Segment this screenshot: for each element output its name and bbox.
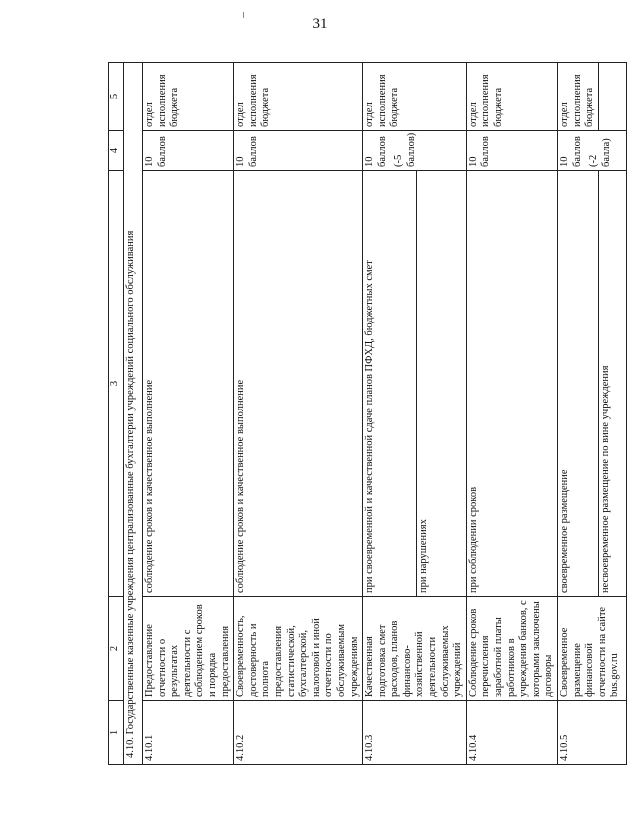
score-cell: 10 баллов <box>143 131 234 171</box>
table-row <box>558 63 599 765</box>
score-cell <box>363 131 467 171</box>
header-cell: 5 <box>109 63 124 131</box>
indicator-cell: Соблюдение сроков перечисления заработной платы работников в учреждения банков, с которыми заключены договоры <box>466 597 557 701</box>
score-cell: 10 баллов <box>234 131 363 171</box>
score-cell <box>558 131 627 171</box>
responsible-cell: отдел исполнения бюджета <box>143 63 234 131</box>
section-title: 4.10. Государственные казенные учреждения централизованные бухгалтерии учреждений социального обслуживания <box>124 63 143 765</box>
responsible-cell: отдел исполнения бюджета <box>558 63 599 131</box>
score-value: 10 баллов <box>364 136 388 167</box>
responsible-cell: отдел исполнения бюджета <box>466 63 557 131</box>
rotated-table-container <box>108 63 621 765</box>
indicator-cell: Своевременность, достоверность и полнота предоставления статистической, бухгалтерской, налоговой и иной отчетности по обслуживаемым учреждениям <box>234 597 363 701</box>
indicator-cell: Качественная подготовка смет расходов, планов финансово-хозяйственной деятельности обслуживаемых учреждений <box>363 597 467 701</box>
header-cell: 2 <box>109 597 124 701</box>
criteria-cell: своевременное размещение <box>558 171 599 597</box>
section-row <box>124 63 143 765</box>
header-cell: 4 <box>109 131 124 171</box>
responsible-cell: отдел исполнения бюджета <box>363 63 467 131</box>
criteria-cell: несвоевременное размещение по вине учреждения <box>598 171 626 597</box>
criteria-cell: при соблюдении сроков <box>466 171 557 597</box>
criteria-cell: соблюдение сроков и качественное выполнение <box>143 171 234 597</box>
row-number: 4.10.2 <box>234 701 363 765</box>
page-number: 31 <box>312 16 328 32</box>
criteria-cell: при своевременной и качественной сдаче планов ПФХД, бюджетных смет <box>363 171 417 597</box>
header-cell: 1 <box>109 701 124 765</box>
table-row <box>143 63 234 765</box>
indicator-cell: Своевременное размещение финансовой отчетности на сайте bus.gov.ru <box>558 597 627 701</box>
responsible-cell: отдел исполнения бюджета <box>234 63 363 131</box>
criteria-cell: при нарушениях <box>417 171 466 597</box>
row-number: 4.10.3 <box>363 701 467 765</box>
indicator-cell: Предоставление отчетности о результатах деятельности с соблюдением сроков и порядка предоставления <box>143 597 234 701</box>
criteria-cell: соблюдение сроков и качественное выполнение <box>234 171 363 597</box>
scan-mark <box>243 12 244 18</box>
row-number: 4.10.5 <box>558 701 627 765</box>
row-number: 4.10.4 <box>466 701 557 765</box>
table-row <box>234 63 363 765</box>
table-row <box>363 63 417 765</box>
header-row <box>109 63 124 765</box>
criteria-table <box>108 62 627 765</box>
responsible-empty-cell <box>598 63 626 131</box>
row-number: 4.10.1 <box>143 701 234 765</box>
score-penalty: (-2 балла) <box>588 138 612 167</box>
score-cell: 10 баллов <box>466 131 557 171</box>
header-cell: 3 <box>109 171 124 597</box>
score-value: 10 баллов <box>559 136 583 167</box>
score-penalty: (-5 баллов) <box>393 132 417 167</box>
table-row <box>466 63 557 765</box>
